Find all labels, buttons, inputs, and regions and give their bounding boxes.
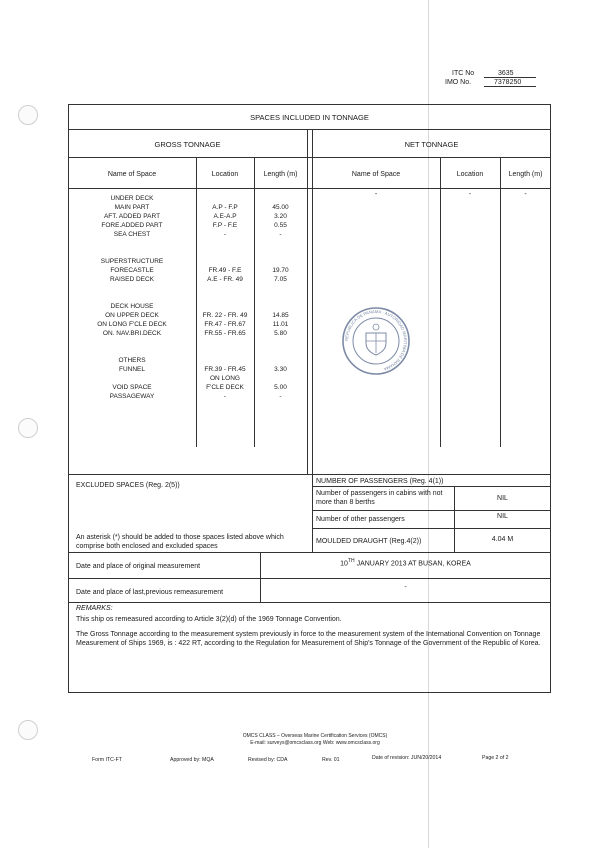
footer-date: Date of revision: JUN/20/2014	[372, 755, 442, 761]
table-row-cell: FR.55 - FR.65	[204, 330, 246, 337]
table-row-cell	[254, 284, 307, 293]
table-row-cell	[68, 293, 196, 302]
table-row-cell	[68, 338, 196, 347]
table-row-cell	[254, 347, 307, 356]
table-row-cell	[68, 374, 196, 383]
imo-label: IMO No.	[445, 79, 472, 86]
table-row-cell	[254, 194, 307, 203]
draught-label: MOULDED DRAUGHT (Reg.4(2))	[316, 538, 422, 545]
table-row-cell	[196, 239, 254, 248]
footer-form: Form ITC-FT	[92, 757, 122, 763]
table-row-cell: FR.49 - F.E	[208, 267, 242, 274]
table-row-cell	[196, 356, 254, 365]
table-row-cell	[254, 302, 307, 311]
remarks-heading: REMARKS:	[76, 605, 113, 612]
net-col-name: Name of Space	[351, 171, 401, 178]
table-row-cell: FORECASTLE	[110, 267, 154, 274]
table-row-cell: PASSAGEWAY	[109, 393, 155, 400]
stamp-text: REPUBLICA DE PANAMA · AUTORIDAD MARITIMA DE PANAMA	[343, 308, 409, 372]
table-row-cell	[196, 284, 254, 293]
gross-col-name: Name of Space	[107, 171, 157, 178]
imo-underline	[484, 86, 536, 87]
table-row-cell	[196, 257, 254, 266]
table-row-cell	[254, 374, 307, 383]
net-length-dash: -	[524, 191, 527, 198]
footer-page: Page 2 of 2	[482, 755, 509, 761]
footer-revised: Revised by: CDA	[248, 757, 288, 763]
table-row-cell: FORE.ADDED PART	[101, 222, 163, 229]
table-row-cell: A.E - FR. 49	[207, 276, 243, 283]
table-row-cell	[196, 248, 254, 257]
table-row-cell: 14.85	[272, 312, 289, 319]
remarks-line1: This ship os remeasured according to Article 3(2)(d) of the 1969 Tonnage Convention.	[76, 616, 342, 623]
table-row-cell	[196, 194, 254, 203]
passengers-title: NUMBER OF PASSENGERS (Reg. 4(1))	[316, 478, 444, 485]
net-location-dash: -	[468, 191, 472, 198]
passengers-other-value: NIL	[497, 513, 508, 520]
table-row-cell	[196, 338, 254, 347]
last-measurement-value: -	[404, 584, 407, 591]
table-row-cell: FUNNEL	[118, 366, 145, 373]
table-row-cell: A.P - F.P	[212, 204, 238, 211]
table-row-cell	[254, 257, 307, 266]
table-row-cell	[68, 347, 196, 356]
last-measurement-label: Date and place of last,previous remeasurement	[76, 589, 224, 596]
net-col-location: Location	[456, 171, 484, 178]
table-row-cell: A.E-A.P	[213, 213, 237, 220]
table-row-cell: ON UPPER DECK	[105, 312, 159, 319]
table-row-cell: AFT. ADDED PART	[103, 213, 161, 220]
table-row-cell	[196, 293, 254, 302]
passengers-cabins-label: Number of passengers in cabins with not more than 8 berths	[316, 490, 443, 506]
table-row-cell	[254, 239, 307, 248]
punch-hole	[18, 105, 38, 125]
gross-tonnage-title: GROSS TONNAGE	[154, 140, 221, 149]
table-row-cell	[196, 302, 254, 311]
table-row-cell: SEA CHEST	[113, 231, 151, 238]
gross-length-column	[254, 194, 307, 401]
table-row-cell: ON. NAV.BRI.DECK	[102, 330, 162, 337]
table-row-cell: -	[279, 231, 282, 238]
table-title: SPACES INCLUDED IN TONNAGE	[250, 113, 369, 122]
table-row-cell: 5.80	[274, 330, 287, 337]
table-row-cell: 19.70	[272, 267, 289, 274]
passengers-cabins-value: NIL	[497, 495, 508, 502]
gross-col-length: Length (m)	[263, 171, 298, 178]
table-row-cell: ON LONG	[210, 375, 240, 382]
footer-approved: Approved by: MQA	[170, 757, 214, 763]
table-row-cell: 45.00	[272, 204, 289, 211]
table-row-cell: UNDER DECK	[110, 195, 154, 202]
table-row-cell: -	[223, 231, 227, 238]
net-tonnage-title: NET TONNAGE	[404, 140, 459, 149]
remarks-line2: The Gross Tonnage according to the measurement system previously in force to the measurement system of the International Convention on Tonnage Measurement of Ships 1969, is : 422 RT, according to the Regulation for Measurement of Ship's Tonnage of the Government of the Republic of Korea.	[76, 631, 541, 647]
table-row-cell: FR.39 - FR.45	[204, 366, 246, 373]
table-row-cell	[254, 356, 307, 365]
original-measurement-label: Date and place of original measurement	[76, 563, 201, 570]
table-row-cell: -	[223, 393, 227, 400]
original-measurement-value: 10TH JANUARY 2013 AT BUSAN, KOREA	[340, 558, 471, 568]
table-row-cell: 0.55	[274, 222, 287, 229]
footer-contact: E-mail: surveys@omcsclass.org Web: www.omcsclass.org	[250, 740, 380, 746]
net-name-dash: -	[374, 191, 378, 198]
table-row-cell: OTHERS	[118, 357, 146, 364]
table-row-cell: ON LONG F'CLE DECK	[97, 321, 167, 328]
imo-value: 7378250	[494, 79, 522, 86]
table-row-cell: 3.30	[274, 366, 287, 373]
draught-value: 4.04 M	[491, 536, 514, 543]
table-row-cell: F.P - F.E	[212, 222, 238, 229]
table-row-cell	[254, 293, 307, 302]
table-row-cell	[68, 239, 196, 248]
net-col-length: Length (m)	[508, 171, 543, 178]
table-row-cell	[254, 338, 307, 347]
table-row-cell: F'CLE DECK	[206, 384, 244, 391]
table-row-cell: 11.01	[272, 321, 289, 328]
table-row-cell: VOID SPACE	[112, 384, 152, 391]
table-row-cell: RAISED DECK	[109, 276, 155, 283]
table-row-cell: FR. 22 - FR. 49	[202, 312, 248, 319]
itc-label: ITC No	[452, 70, 475, 77]
table-row-cell	[254, 248, 307, 257]
passengers-other-label: Number of other passengers	[316, 516, 405, 523]
gross-col-location: Location	[211, 171, 239, 178]
table-row-cell: FR.47 - FR.67	[204, 321, 246, 328]
itc-value: 3635	[498, 70, 514, 77]
table-row-cell: 3.20	[274, 213, 287, 220]
table-row-cell: DECK HOUSE	[110, 303, 154, 310]
table-row-cell	[196, 347, 254, 356]
table-row-cell: 7.05	[274, 276, 287, 283]
footer-org: OMCS CLASS – Overseas Marine Certification Services (OMCS)	[242, 733, 388, 739]
official-stamp	[340, 305, 412, 377]
footer-rev: Rev. 01	[322, 757, 340, 763]
table-row-cell: -	[279, 393, 282, 400]
table-row-cell: SUPERSTRUCTURE	[100, 258, 164, 265]
table-row-cell: 5.00	[274, 384, 287, 391]
asterisk-note: An asterisk (*) should be added to those spaces listed above which comprise both enclosed and excluded spaces	[76, 534, 284, 550]
gross-names-column	[68, 194, 196, 401]
table-row-cell: MAIN PART	[114, 204, 150, 211]
excluded-spaces-label: EXCLUDED SPACES (Reg. 2(5))	[76, 482, 180, 489]
punch-hole	[18, 720, 38, 740]
table-row-cell	[68, 248, 196, 257]
table-row-cell	[68, 284, 196, 293]
punch-hole	[18, 418, 38, 438]
gross-location-column	[196, 194, 254, 401]
